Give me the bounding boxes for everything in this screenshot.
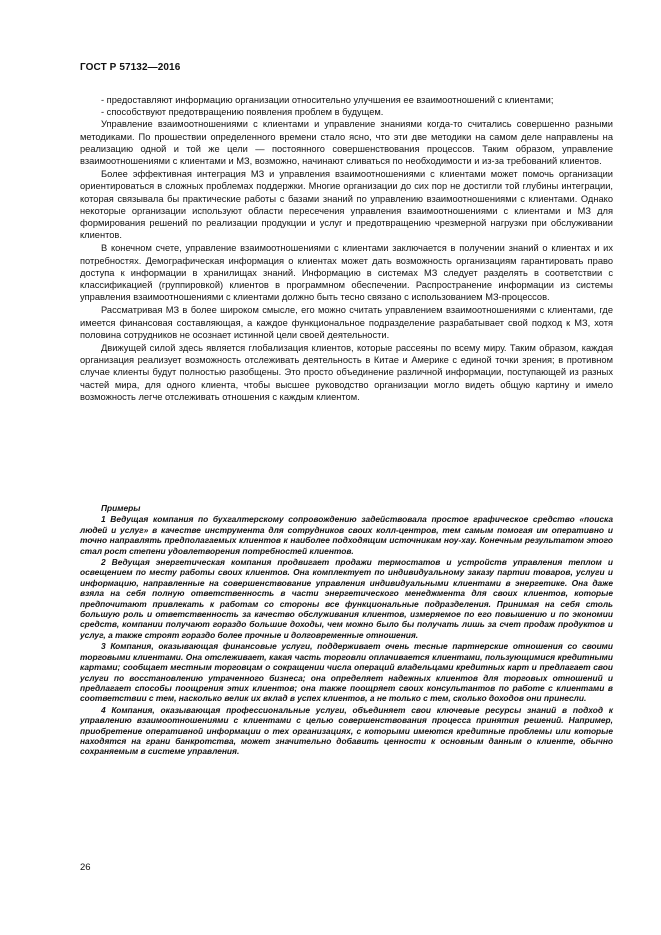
example-item: 3 Компания, оказывающая финансовые услуги, поддерживает очень тесные партнерские отношения со своими торговыми клиентами. Она отслеживает, какая часть торговли оплачивается клиентами, пользующимися кредитными картами; сообщает местным торговцам о сокращении числа операций владельцами кредитных карт и предлагает свои услуги по восстановлению утраченного бизнеса; она определяет надежных клиентов для торговых отношений и предлагает способы поощрения этих клиентов; она также поощряет своих консультантов по работе с клиентами в соответствии с тем, насколько велик их вклад в успех клиентов, а не только с тем, сколько доходов они принесли. bbox=[80, 641, 613, 704]
body-text bbox=[80, 94, 613, 404]
paragraph: Движущей силой здесь является глобализация клиентов, которые рассеяны по всему миру. Таким образом, каждая организация реализует возможность отслеживать деятельность в Китае и Америке с единой точки зрения; в противном случае клиенты будут полностью разобщены. Это просто объединение различной информации, поступающей из разных частей мира, для одного клиента, чтобы высшее руководство организации могло видеть общую картину и имело возможность легче отслеживать отношения с каждым клиентом. bbox=[80, 343, 613, 402]
example-item: 1 Ведущая компания по бухгалтерскому сопровождению задействовала простое графическое средство «поиска людей и услуг» в качестве инструмента для сотрудников своих колл-центров, тем самым помогая им оперативно и точно направлять предполагаемых клиентов к наиболее подходящим источникам ноу-хау. Конечным результатом этого стал рост степени удовлетворения потребностей клиентов. bbox=[80, 514, 613, 556]
paragraph: Более эффективная интеграция МЗ и управления взаимоотношениями с клиентами может помочь организации ориентироваться в сложных проблемах поддержки. Многие организации до сих пор не достигли той глубины интеграции, которая связывала бы практические работы с базами знаний по управлению взаимоотношениями с клиентами. Однако некоторые организации используют области пересечения управления взаимоотношениями с клиентами и МЗ для формирования решений по реализации продукции и услуг и предотвращению чрезмерной нагрузки при обслуживании клиентов. bbox=[80, 169, 613, 241]
examples-title: Примеры bbox=[101, 503, 141, 513]
example-item: 4 Компания, оказывающая профессиональные услуги, объединяет свои ключевые ресурсы знаний в подход к управлению взаимоотношениями с клиентами с целью совершенствования процесса принятия решений. Например, приобретение оперативной информации о тех организациях, с которыми имеются кредитные проблемы или которые находятся на грани банкротства, может значительно добавить ценности к основным данным о клиенте, обычно сохраняемым в системе управления. bbox=[80, 704, 613, 757]
page-number: 26 bbox=[80, 862, 91, 873]
document-header: ГОСТ Р 57132—2016 bbox=[80, 62, 181, 73]
example-item: 2 Ведущая энергетическая компания продвигает продажи термостатов и устройств управления теплом и освещением по месту работы своих клиентов. Она комплектует по индивидуальному заказу партии товаров, услуги и информацию, направленные на совершенствование управления индивидуальными клиентами в энергетике. Она даже взяла на себя полную ответственность в части энергетического менеджмента для своих клиентов, которые предпочитают привлекать к работам со стороны все функциональные подразделения. Принимая на себя столь большую роль и ответственность за качество обслуживания клиентов, измеряемое по его повышению и по экономии средств, компании получают гораздо большие доходы, чем можно было бы получать лишь за счет продаж продуктов и услуг, а также строят гораздо более прочные и долговременные отношения. bbox=[80, 557, 613, 640]
paragraph: В конечном счете, управление взаимоотношениями с клиентами заключается в получении знаний о клиентах и их потребностях. Демографическая информация о клиентах может дать возможность организациям гарантировать право доступа к информации в хранилищах знаний. Информацию в системах МЗ следует разделять в соответствии с классификацией (группировкой) клиентов в программном обеспечении. Распространение информации из системы управления взаимоотношениями с клиентами должно быть тесно связано с использованием МЗ-процессов. bbox=[80, 243, 613, 303]
list-item: - предоставляют информацию организации относительно улучшения ее взаимоотношений с клиентами; bbox=[101, 95, 554, 105]
paragraph: Рассматривая МЗ в более широком смысле, его можно считать управлением взаимоотношениями с клиентами, где имеется финансовая составляющая, а каждое функциональное подразделение разрабатывает свой подход к МЗ, хотя половина сотрудников не осознает истинной цели своей деятельности. bbox=[80, 305, 613, 340]
list-item: - способствуют предотвращению появления проблем в будущем. bbox=[101, 107, 384, 118]
paragraph: Управление взаимоотношениями с клиентами и управление знаниями когда-то считались совершенно разными методиками. По прошествии определенного времени стало ясно, что эти две методики на самом деле направлены на реализацию одной и той же цели — постоянного совершенствования процессов. Таким образом, управление взаимоотношениями с клиентами и МЗ, возможно, начинают сливаться по необходимости и из-за требований клиентов. bbox=[80, 119, 613, 167]
examples-section bbox=[80, 503, 613, 758]
